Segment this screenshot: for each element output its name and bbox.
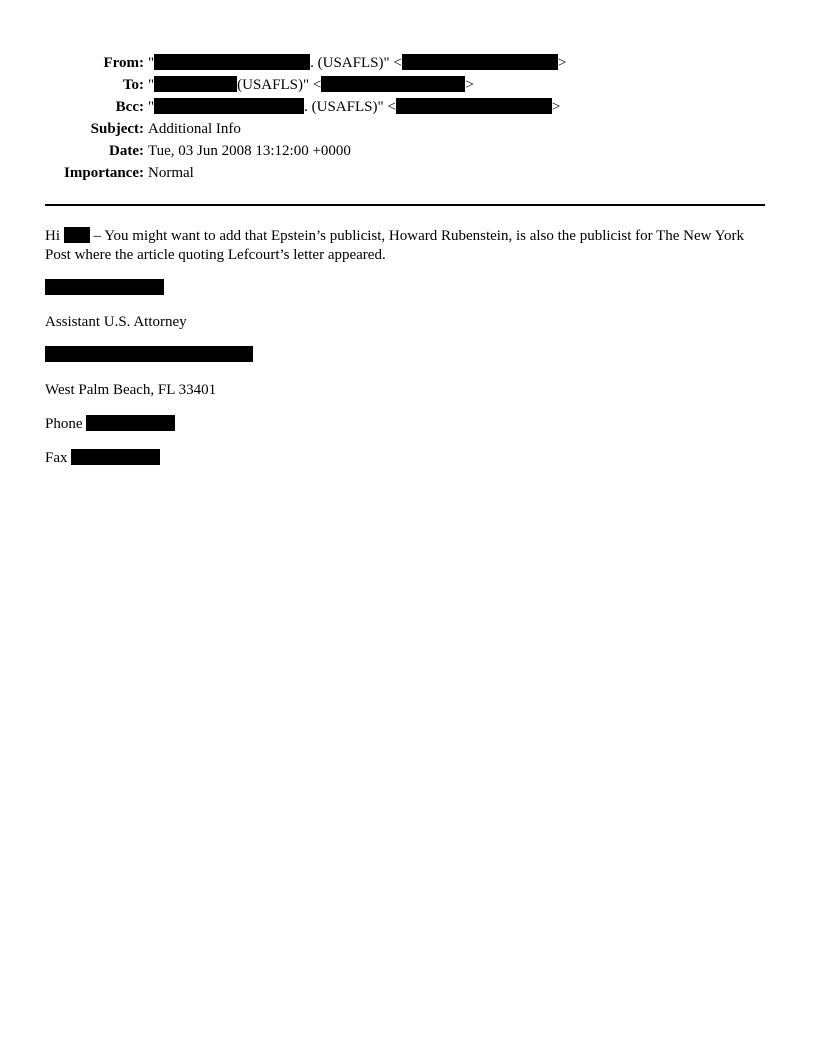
- date-value: Tue, 03 Jun 2008 13:12:00 +0000: [148, 143, 351, 159]
- redaction-block: [64, 227, 90, 243]
- to-mid: (USAFLS)" <: [237, 77, 322, 93]
- redaction-block: [71, 449, 160, 465]
- email-body: [45, 227, 767, 265]
- bcc-label: Bcc:: [115, 99, 144, 115]
- to-label: To:: [122, 77, 144, 93]
- redaction-block: [45, 279, 164, 295]
- importance-value: Normal: [148, 165, 194, 181]
- subject-label: Subject:: [90, 121, 144, 137]
- redaction-block: [402, 54, 558, 70]
- email-header: [0, 52, 816, 184]
- redaction-block: [154, 54, 310, 70]
- redaction-block: [396, 98, 552, 114]
- signature-phone: [45, 415, 175, 434]
- subject-value: Additional Info: [148, 121, 241, 137]
- to-suffix: >: [465, 77, 474, 93]
- message-paragraph: [45, 227, 767, 265]
- bcc-quote: ": [148, 99, 155, 115]
- bcc-mid: . (USAFLS)" <: [304, 99, 396, 115]
- redaction-block: [321, 76, 465, 92]
- date-row: [0, 140, 816, 162]
- header-divider: [45, 204, 765, 206]
- redaction-block: [45, 346, 253, 362]
- signature-title: Assistant U.S. Attorney: [45, 314, 187, 330]
- redaction-block: [86, 415, 175, 431]
- to-value: [148, 74, 474, 96]
- from-mid: . (USAFLS)" <: [310, 55, 402, 71]
- phone-label: Phone: [45, 416, 83, 432]
- from-row: [0, 52, 816, 74]
- from-quote: ": [148, 55, 155, 71]
- redaction-block: [154, 98, 304, 114]
- greeting: Hi: [45, 228, 60, 244]
- bcc-value: [148, 96, 560, 118]
- message-text: – You might want to add that Epstein’s publicist, Howard Rubenstein, is also the publicist for The New York Post where the article quoting Lefcourt’s letter appeared.: [45, 228, 745, 263]
- subject-row: [0, 118, 816, 140]
- bcc-suffix: >: [551, 99, 561, 115]
- to-quote: ": [148, 77, 155, 93]
- importance-label: Importance:: [64, 165, 144, 181]
- from-label: From:: [103, 55, 144, 71]
- to-row: [0, 74, 816, 96]
- signature-fax: [45, 449, 160, 468]
- bcc-row: [0, 96, 816, 118]
- date-label: Date:: [109, 143, 144, 159]
- importance-row: [0, 162, 816, 184]
- from-suffix: >: [557, 55, 567, 71]
- redaction-block: [154, 76, 237, 92]
- fax-label: Fax: [45, 450, 68, 466]
- signature-address: [45, 346, 253, 365]
- signature-name: [45, 279, 164, 298]
- from-value: [148, 52, 566, 74]
- signature-city: West Palm Beach, FL 33401: [45, 382, 217, 398]
